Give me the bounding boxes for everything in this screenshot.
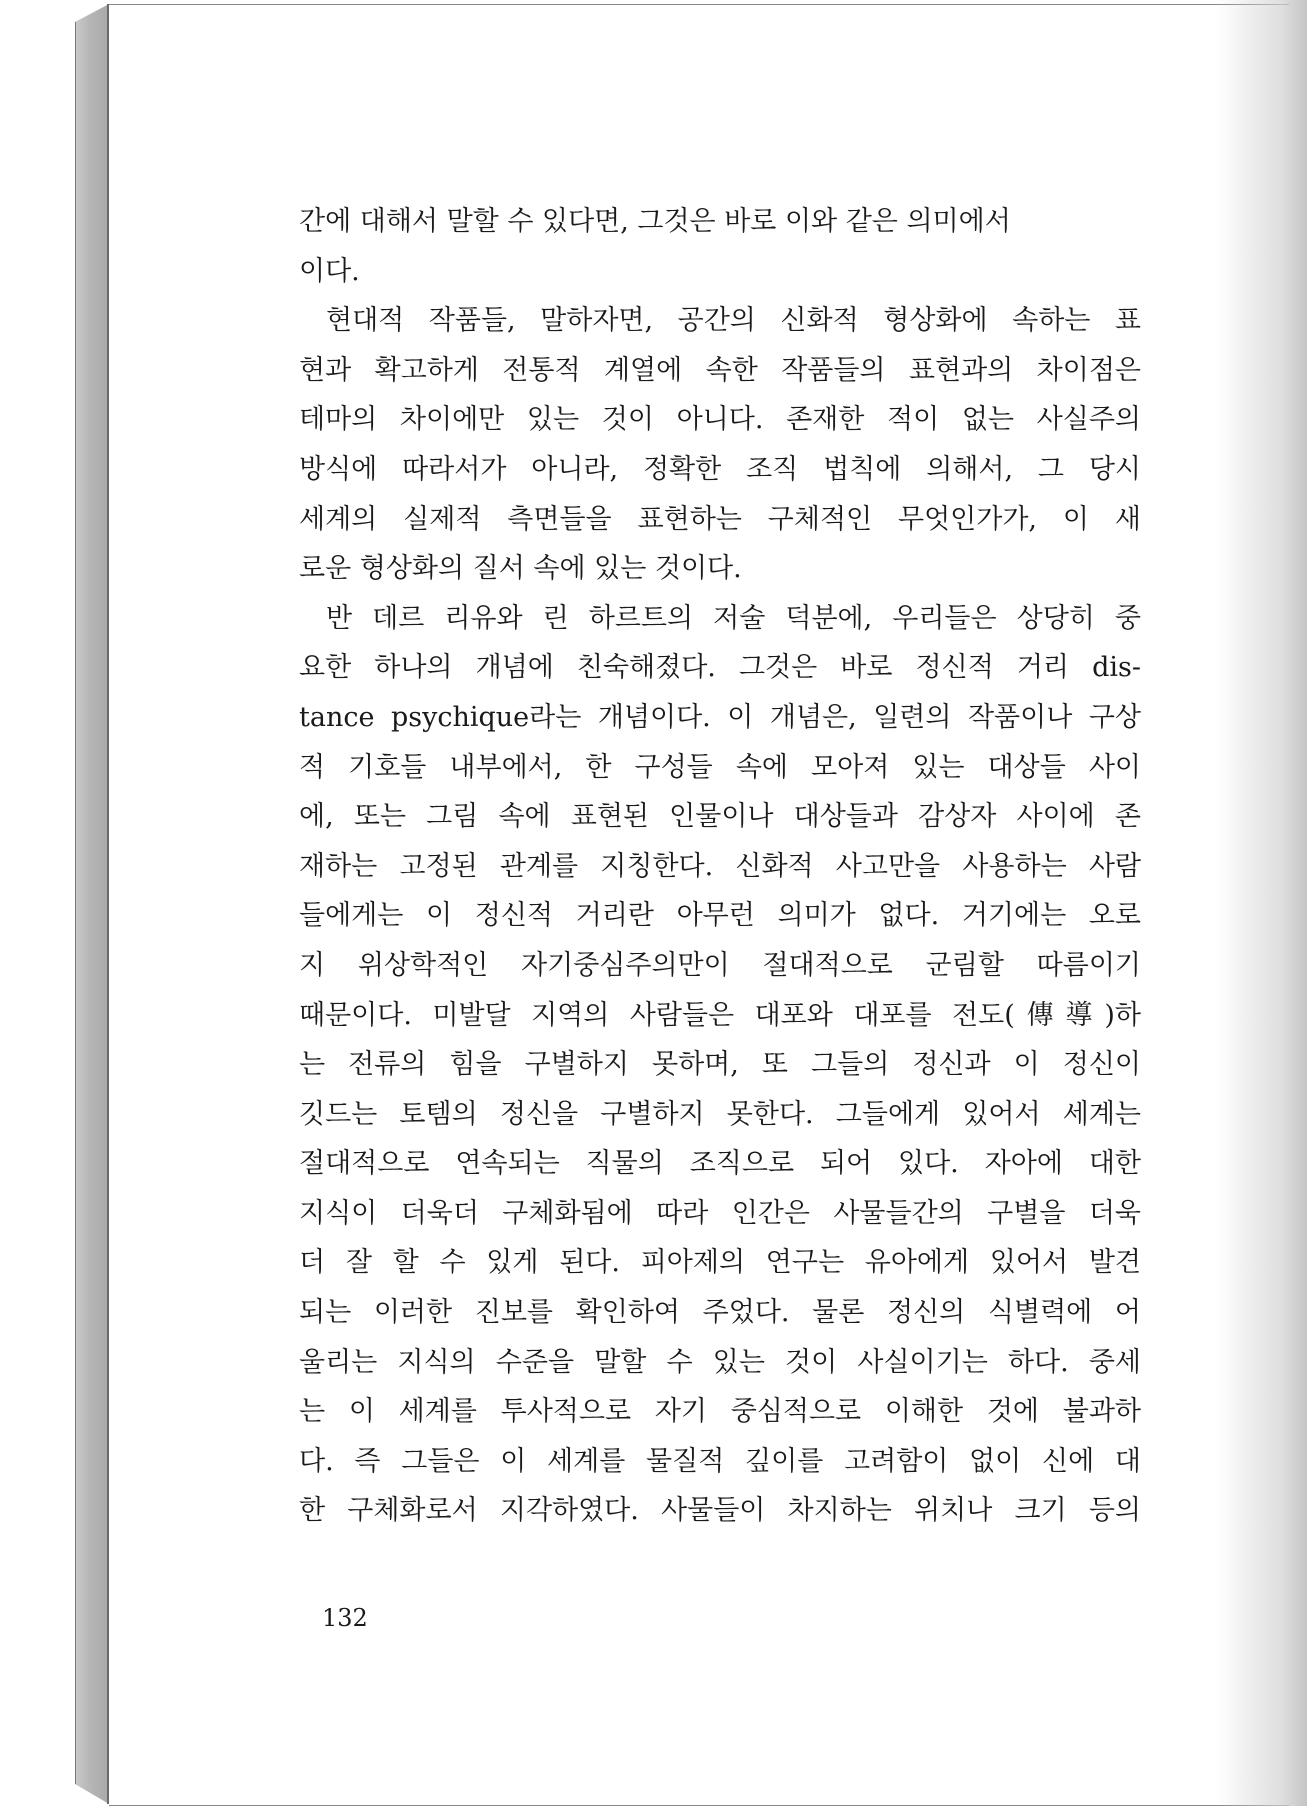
page-edge-line [107, 4, 109, 1804]
text-line: 로운 형상화의 질서 속에 있는 것이다. [299, 553, 742, 585]
text-line: 반 데르 리유와 린 하르트의 저술 덕분에, 우리들은 상당히 중 [326, 602, 1141, 634]
book-spine-edge [75, 4, 110, 1804]
text-line: 현대적 작품들, 말하자면, 공간의 신화적 형상화에 속하는 표 [326, 305, 1141, 337]
text-line: 한 구체화로서 지각하였다. 사물들이 차지하는 위치나 크기 등의 [299, 1495, 1141, 1527]
text-line: 간에 대해서 말할 수 있다면, 그것은 바로 이와 같은 의미에서 [299, 206, 1011, 237]
text-line: 적 기호들 내부에서, 한 구성들 속에 모아져 있는 대상들 사이 [299, 751, 1141, 783]
text-line: 요한 하나의 개념에 친숙해졌다. 그것은 바로 정신적 거리 dis- [299, 652, 1141, 684]
text-line: 에, 또는 그림 속에 표현된 인물이나 대상들과 감상자 사이에 존 [299, 801, 1141, 833]
text-line: 테마의 차이에만 있는 것이 아니다. 존재한 적이 없는 사실주의 [299, 404, 1141, 436]
page-number: 132 [322, 1604, 368, 1632]
text-line: 는 이 세계를 투사적으로 자기 중심적으로 이해한 것에 불과하 [299, 1396, 1141, 1428]
page-right-shadow [1217, 0, 1307, 1806]
text-line: 현과 확고하게 전통적 계열에 속한 작품들의 표현과의 차이점은 [299, 354, 1141, 386]
text-line: 방식에 따라서가 아니라, 정확한 조직 법칙에 의해서, 그 당시 [299, 453, 1141, 485]
text-line: 더 잘 할 수 있게 된다. 피아제의 연구는 유아에게 있어서 발견 [299, 1247, 1141, 1279]
text-line: 깃드는 토템의 정신을 구별하지 못한다. 그들에게 있어서 세계는 [299, 1098, 1141, 1130]
text-line: 세계의 실제적 측면들을 표현하는 구체적인 무엇인가가, 이 새 [299, 503, 1141, 535]
text-line: 되는 이러한 진보를 확인하여 주었다. 물론 정신의 식별력에 어 [299, 1297, 1141, 1329]
text-line: 는 전류의 힘을 구별하지 못하며, 또 그들의 정신과 이 정신이 [299, 1049, 1141, 1081]
text-line: 재하는 고정된 관계를 지칭한다. 신화적 사고만을 사용하는 사람 [299, 850, 1141, 882]
text-line: 때문이다. 미발달 지역의 사람들은 대포와 대포를 전도(傳導)하 [299, 999, 1141, 1031]
text-line: 지 위상학적인 자기중심주의만이 절대적으로 군림할 따름이기 [299, 949, 1141, 981]
text-line: 들에게는 이 정신적 거리란 아무런 의미가 없다. 거기에는 오로 [299, 900, 1141, 932]
body-text [299, 197, 1141, 1536]
text-line: tance psychique라는 개념이다. 이 개념은, 일련의 작품이나 구상 [299, 701, 1141, 733]
text-line: 지식이 더욱더 구체화됨에 따라 인간은 사물들간의 구별을 더욱 [299, 1197, 1141, 1229]
text-line: 이다. [299, 255, 360, 287]
text-line: 다. 즉 그들은 이 세계를 물질적 깊이를 고려함이 없이 신에 대 [299, 1445, 1141, 1477]
text-line: 절대적으로 연속되는 직물의 조직으로 되어 있다. 자아에 대한 [299, 1148, 1141, 1180]
text-line: 울리는 지식의 수준을 말할 수 있는 것이 사실이기는 하다. 중세 [299, 1346, 1141, 1378]
